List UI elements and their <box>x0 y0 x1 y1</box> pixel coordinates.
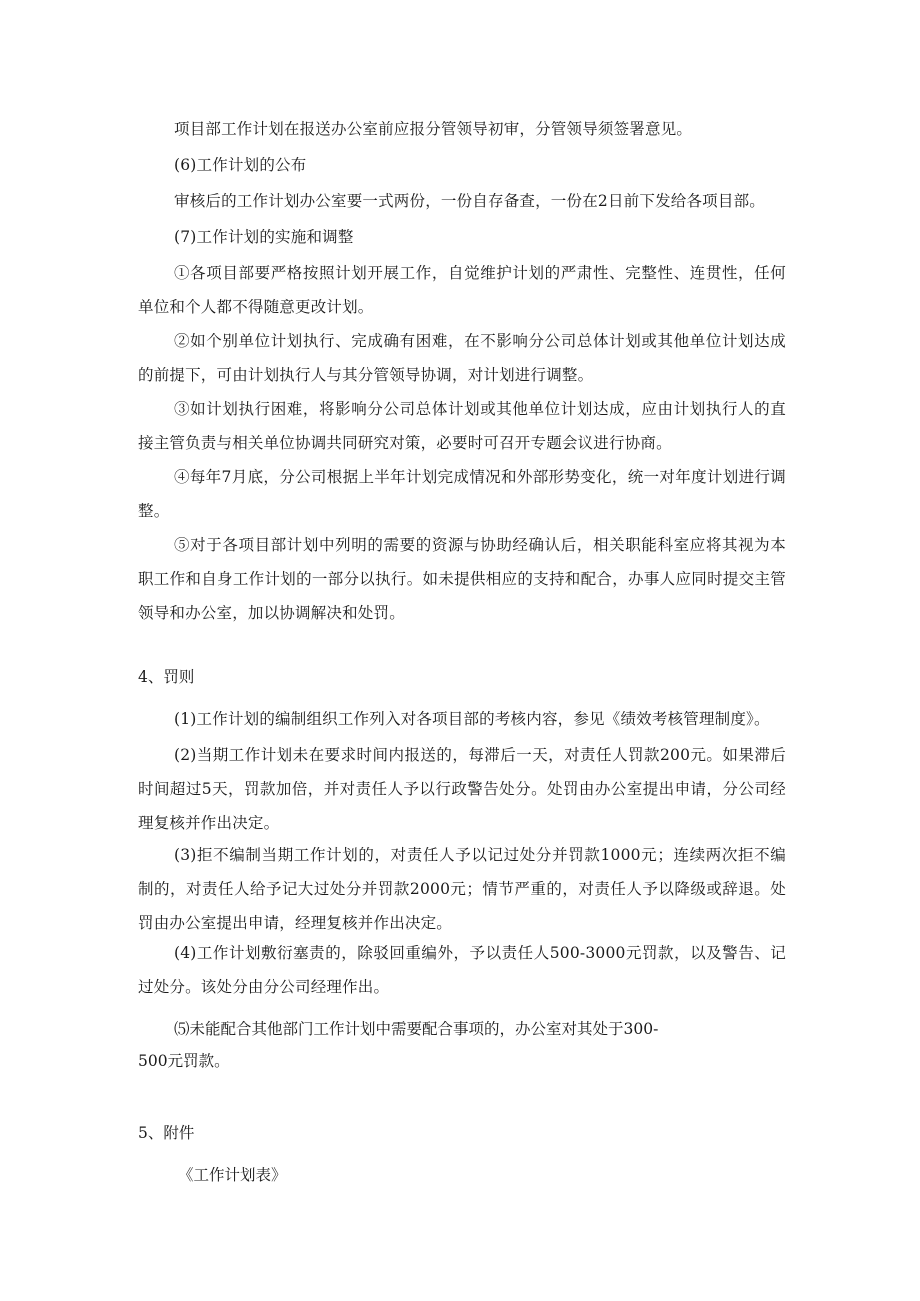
paragraph-item-2: ②如个别单位计划执行、完成确有困难，在不影响分公司总体计划或其他单位计划达成的前提下，可由计划执行人与其分管领导协调，对计划进行调整。 <box>138 332 786 384</box>
paragraph-plan-publish: 审核后的工作计划办公室要一式两份，一份自存备查，一份在2日前下发给各项目部。 <box>174 192 765 210</box>
penalty-rule-5-line1: ⑸未能配合其他部门工作计划中需要配合事项的，办公室对其处于300- <box>174 1020 659 1038</box>
paragraph-item-3: ③如计划执行困难，将影响分公司总体计划或其他单位计划达成，应由计划执行人的直接主管负责与相关单位协调共同研究对策，必要时可召开专题会议进行协商。 <box>138 400 786 452</box>
paragraph-item-5: ⑤对于各项目部计划中列明的需要的资源与协助经确认后，相关职能科室应将其视为本职工作和自身工作计划的一部分以执行。如未提供相应的支持和配合，办事人应同时提交主管领导和办公室，加以协调解决和处罚。 <box>138 536 786 622</box>
section-heading-penalties: 4、罚则 <box>138 668 195 686</box>
subheading-plan-publish: (6)工作计划的公布 <box>174 156 307 174</box>
penalty-rule-4: (4)工作计划敷衍塞责的，除驳回重编外，予以责任人500-3000元罚款，以及警告、记过处分。该处分由分公司经理作出。 <box>138 944 786 996</box>
penalty-rule-2: (2)当期工作计划未在要求时间内报送的，每滞后一天，对责任人罚款200元。如果滞后时间超过5天，罚款加倍，并对责任人予以行政警告处分。处罚由办公室提出申请，分公司经理复核并作出决定。 <box>138 746 786 832</box>
section-heading-attachments: 5、附件 <box>138 1124 195 1142</box>
paragraph-item-1: ①各项目部要严格按照计划开展工作，自觉维护计划的严肃性、完整性、连贯性，任何单位和个人都不得随意更改计划。 <box>138 264 786 316</box>
penalty-rule-5-line2: 500元罚款。 <box>138 1052 230 1070</box>
paragraph-plan-review: 项目部工作计划在报送办公室前应报分管领导初审，分管领导须签署意见。 <box>174 120 693 138</box>
subheading-plan-implementation: (7)工作计划的实施和调整 <box>174 228 354 246</box>
penalty-rule-3: (3)拒不编制当期工作计划的，对责任人予以记过处分并罚款1000元；连续两次拒不编制的，对责任人给予记大过处分并罚款2000元；情节严重的，对责任人予以降级或辞退。处罚由办公室提出申请，经理复核并作出决定。 <box>138 846 786 932</box>
attachment-work-plan-table: 《工作计划表》 <box>178 1166 287 1184</box>
paragraph-item-4: ④每年7月底，分公司根据上半年计划完成情况和外部形势变化，统一对年度计划进行调整。 <box>138 468 786 520</box>
penalty-rule-1: (1)工作计划的编制组织工作列入对各项目部的考核内容，参见《绩效考核管理制度》。 <box>174 710 770 728</box>
